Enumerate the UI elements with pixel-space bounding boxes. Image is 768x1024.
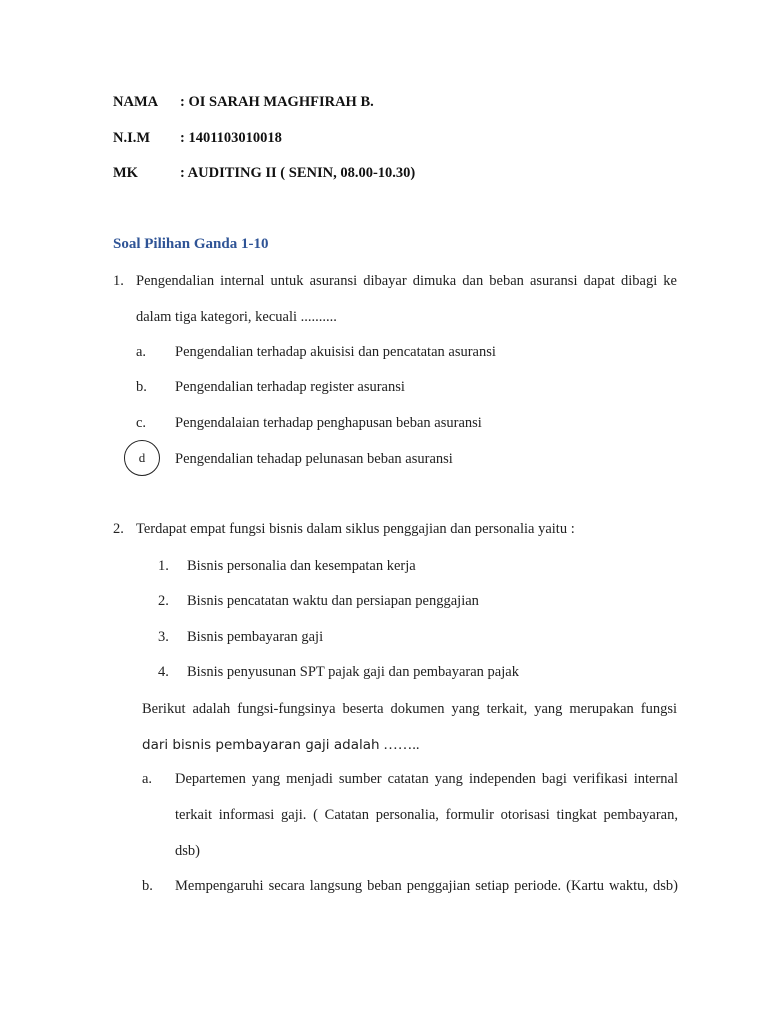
q2-list-4-num: 4.: [158, 664, 169, 680]
q1-option-c-letter: c.: [136, 415, 147, 431]
q2-option-b-line1: Mempengaruhi secara langsung beban penggajian setiap periode. (Kartu waktu, dsb): [175, 878, 678, 894]
q2-list-3-num: 3.: [158, 629, 169, 645]
q1-option-d-letter: d: [138, 450, 146, 465]
nama-label: NAMA: [113, 94, 159, 110]
nim-value: : 1401103010018: [180, 130, 282, 146]
q1-text-line2: dalam tiga kategori, kecuali ..........: [136, 309, 337, 325]
mk-label: MK: [113, 165, 138, 181]
section-title: Soal Pilihan Ganda 1-10: [113, 236, 269, 252]
q2-option-a-letter: a.: [142, 771, 153, 787]
nama-value: : OI SARAH MAGHFIRAH B.: [180, 94, 374, 110]
q1-option-b-letter: b.: [136, 379, 147, 395]
q2-paragraph-line2-text: dari bisnis pembayaran gaji adalah: [142, 737, 380, 753]
q2-number: 2.: [113, 521, 124, 537]
q2-paragraph-line2: [142, 737, 419, 754]
q1-option-d-answer-circle: [124, 440, 160, 476]
nim-label: N.I.M: [113, 130, 151, 146]
q1-option-a-text: Pengendalian terhadap akuisisi dan pencatatan asuransi: [175, 344, 496, 360]
q2-option-a-line2: terkait informasi gaji. ( Catatan personalia, formulir otorisasi tingkat pembayaran,: [175, 807, 678, 823]
q2-intro-part-b: fungsi bisnis dalam siklus penggajian dan personalia yaitu :: [229, 521, 575, 537]
q2-list-2-num: 2.: [158, 593, 169, 609]
q1-option-c-text: Pengendalaian terhadap penghapusan beban asuransi: [175, 415, 482, 431]
q1-number: 1.: [113, 273, 124, 289]
q1-text-line1: Pengendalian internal untuk asuransi dibayar dimuka dan beban asuransi dapat dibagi ke: [136, 273, 677, 289]
q2-intro: [136, 521, 575, 538]
q2-list-2-text: Bisnis pencatatan waktu dan persiapan penggajian: [187, 593, 479, 609]
q2-option-b-letter: b.: [142, 878, 153, 894]
q2-paragraph-dots: ……..: [383, 737, 420, 753]
q2-option-a-line3: dsb): [175, 843, 200, 859]
q1-option-a-letter: a.: [136, 344, 147, 360]
q1-option-d-text: Pengendalian tehadap pelunasan beban asuransi: [175, 451, 453, 467]
q2-option-a-line1: Departemen yang menjadi sumber catatan yang independen bagi verifikasi internal: [175, 771, 678, 787]
q2-intro-part-a: Terdapat empat: [136, 521, 226, 537]
mk-value: : AUDITING II ( SENIN, 08.00-10.30): [180, 165, 416, 181]
q1-option-b-text: Pengendalian terhadap register asuransi: [175, 379, 405, 395]
q2-list-3-text: Bisnis pembayaran gaji: [187, 629, 324, 645]
q2-list-1-text: Bisnis personalia dan kesempatan kerja: [187, 558, 416, 574]
q2-list-4-text: Bisnis penyusunan SPT pajak gaji dan pembayaran pajak: [187, 664, 519, 680]
q2-paragraph-line1: Berikut adalah fungsi-fungsinya beserta dokumen yang terkait, yang merupakan fungsi: [142, 701, 677, 717]
q2-list-1-num: 1.: [158, 558, 169, 574]
